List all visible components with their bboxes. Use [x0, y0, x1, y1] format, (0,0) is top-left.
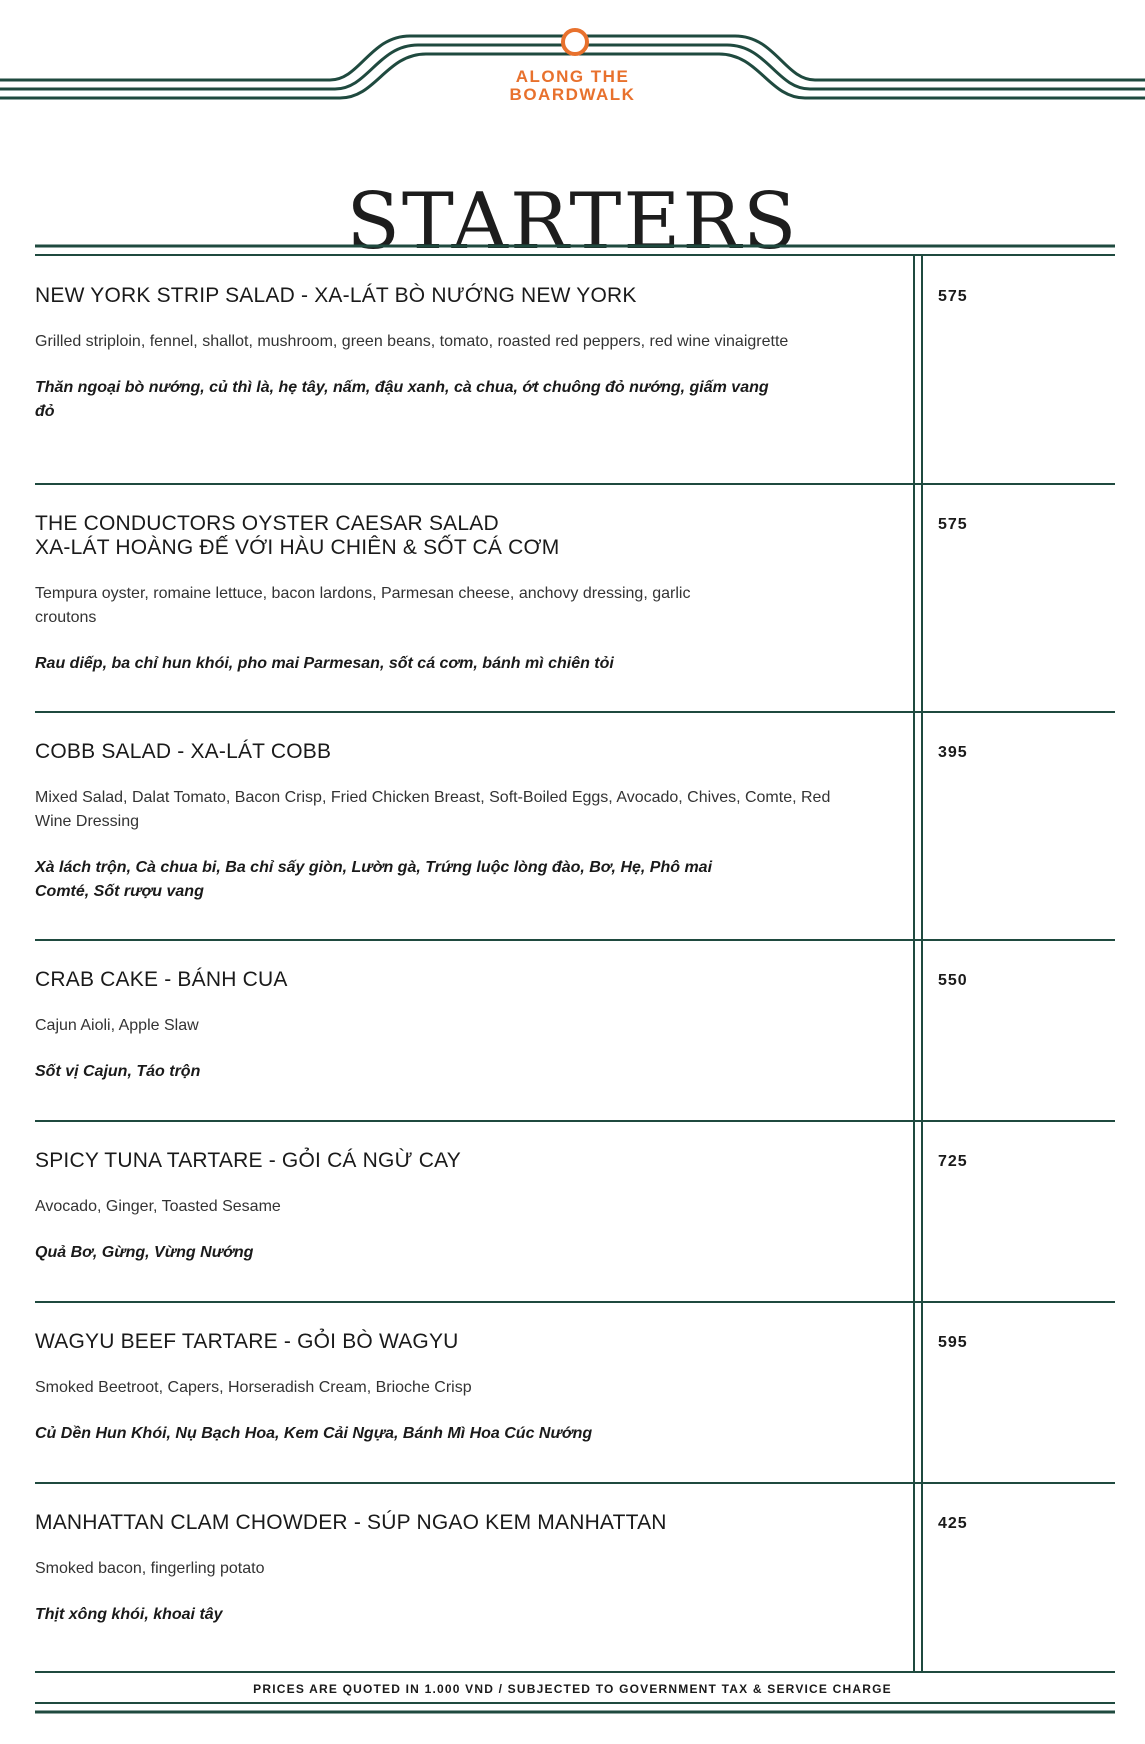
brand-logo-text [0, 68, 1145, 104]
item-description-en: Smoked bacon, fingerling potato [35, 1560, 265, 1577]
menu-item-oyster-caesar-salad [35, 512, 915, 676]
item-description-vi: Quả Bơ, Gừng, Vừng Nướng [35, 1244, 254, 1261]
item-description-en: Smoked Beetroot, Capers, Horseradish Cream, Brioche Crisp [35, 1379, 472, 1396]
item-title: COBB SALAD - XA-LÁT COBB [35, 740, 332, 763]
menu-item-spicy-tuna-tartare [35, 1149, 915, 1265]
item-price: 425 [938, 1515, 968, 1532]
menu-item-cobb-salad [35, 740, 915, 904]
item-title: WAGYU BEEF TARTARE - GỎI BÒ WAGYU [35, 1330, 459, 1353]
item-title: SPICY TUNA TARTARE - GỎI CÁ NGỪ CAY [35, 1149, 461, 1172]
item-title: CRAB CAKE - BÁNH CUA [35, 968, 288, 991]
item-description-vi: Sốt vị Cajun, Táo trộn [35, 1063, 201, 1080]
item-description-vi: Củ Dền Hun Khói, Nụ Bạch Hoa, Kem Cải Ngựa, Bánh Mì Hoa Cúc Nướng [35, 1425, 593, 1442]
menu-item-crab-cake [35, 968, 915, 1084]
item-price: 595 [938, 1334, 968, 1351]
item-description-vi: Xà lách trộn, Cà chua bi, Ba chỉ sấy giòn, Lườn gà, Trứng luộc lòng đào, Bơ, Hẹ, Phô mai Comté, Sốt rượu vang [35, 859, 713, 900]
item-price: 725 [938, 1153, 968, 1170]
page-title: STARTERS [346, 177, 799, 268]
item-price: 575 [938, 288, 968, 305]
item-description-en: Grilled striploin, fennel, shallot, mushroom, green beans, tomato, roasted red peppers, red wine vinaigrette [35, 333, 789, 350]
item-description-vi: Thăn ngoại bò nướng, củ thì là, hẹ tây, nấm, đậu xanh, cà chua, ớt chuông đỏ nướng, giấm vang đỏ [35, 379, 769, 420]
item-price: 575 [938, 516, 968, 533]
item-price: 550 [938, 972, 968, 989]
item-description-en: Tempura oyster, romaine lettuce, bacon lardons, Parmesan cheese, anchovy dressing, garlic croutons [35, 585, 691, 626]
brand-line-2: BOARDWALK [509, 85, 636, 104]
brand-line-1: ALONG THE [515, 67, 630, 86]
item-description-en: Cajun Aioli, Apple Slaw [35, 1017, 199, 1034]
footer-price-note: PRICES ARE QUOTED IN 1.000 VND / SUBJECTED TO GOVERNMENT TAX & SERVICE CHARGE [253, 1682, 892, 1696]
item-title: NEW YORK STRIP SALAD - XA-LÁT BÒ NƯỚNG NEW YORK [35, 284, 637, 307]
menu-item-wagyu-beef-tartare [35, 1330, 915, 1446]
item-description-vi: Rau diếp, ba chỉ hun khói, pho mai Parmesan, sốt cá cơm, bánh mì chiên tỏi [35, 655, 614, 672]
item-title: MANHATTAN CLAM CHOWDER - SÚP NGAO KEM MANHATTAN [35, 1511, 667, 1534]
menu-item-manhattan-clam-chowder [35, 1511, 915, 1627]
station-circle-icon [563, 30, 587, 54]
menu-item-new-york-strip-salad [35, 284, 915, 424]
item-description-en: Mixed Salad, Dalat Tomato, Bacon Crisp, Fried Chicken Breast, Soft-Boiled Eggs, Avocado, Chives, Comte, Red Wine Dressing [35, 789, 831, 830]
item-price: 395 [938, 744, 968, 761]
item-description-vi: Thịt xông khói, khoai tây [35, 1606, 223, 1623]
item-description-en: Avocado, Ginger, Toasted Sesame [35, 1198, 281, 1215]
item-title: THE CONDUCTORS OYSTER CAESAR SALAD XA-LÁT HOÀNG ĐẾ VỚI HÀU CHIÊN & SỐT CÁ CƠM [35, 512, 560, 559]
